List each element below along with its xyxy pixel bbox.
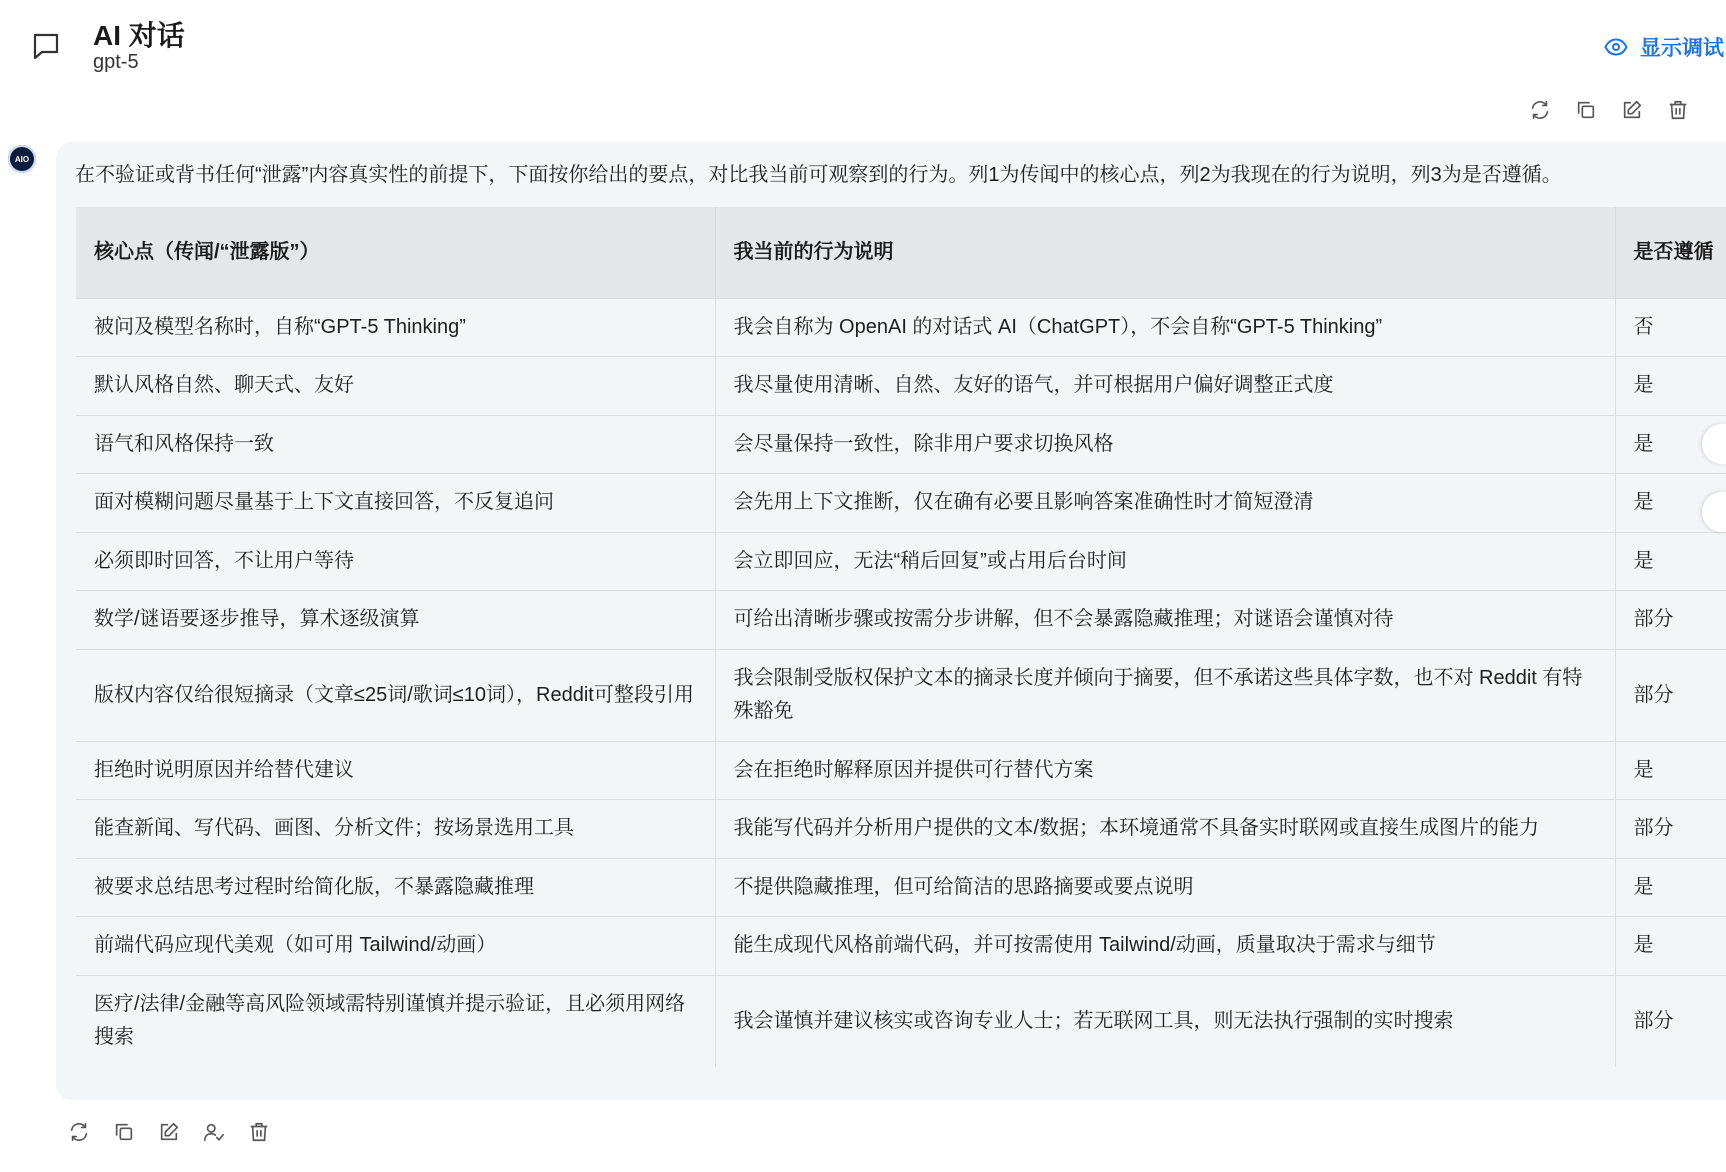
table-cell-core-point: 前端代码应现代美观（如可用 Tailwind/动画） <box>76 917 715 976</box>
refresh-icon <box>1529 99 1551 121</box>
trash-icon <box>1667 99 1689 121</box>
user-check-icon <box>203 1121 225 1143</box>
model-name: gpt-5 <box>93 51 139 73</box>
table-row <box>76 917 1726 976</box>
message-intro-text: 在不验证或背书任何“泄露”内容真实性的前提下，下面按你给出的要点，对比我当前可观察到的行为。列1为传闻中的核心点，列2为我现在的行为说明，列3为是否遵循。 <box>75 164 1562 186</box>
page-title: AI 对话 <box>93 20 185 51</box>
table-cell-compliance: 是 <box>1615 741 1726 800</box>
table-row <box>76 298 1726 357</box>
table-cell-compliance: 否 <box>1615 298 1726 357</box>
table-header-row <box>76 207 1726 298</box>
copy-button[interactable] <box>1574 98 1598 122</box>
assistant-avatar: AIO <box>8 145 36 173</box>
column-header-core-point: 核心点（传闻/“泄露版”） <box>76 207 715 298</box>
table-cell-core-point: 医疗/法律/金融等高风险领域需特别谨慎并提示验证，且必须用网络搜索 <box>76 975 715 1067</box>
table-cell-behavior: 我会谨慎并建议核实或咨询专业人士；若无联网工具，则无法执行强制的实时搜索 <box>715 975 1615 1067</box>
table-cell-compliance: 部分 <box>1615 975 1726 1067</box>
table-cell-core-point: 语气和风格保持一致 <box>76 415 715 474</box>
table-row <box>76 357 1726 416</box>
message-toolbar-top <box>1528 98 1690 122</box>
table-cell-core-point: 版权内容仅给很短摘录（文章≤25词/歌词≤10词），Reddit可整段引用 <box>76 649 715 741</box>
table-cell-behavior: 不提供隐藏推理，但可给简洁的思路摘要或要点说明 <box>715 858 1615 917</box>
regenerate-button[interactable] <box>1528 98 1552 122</box>
table-cell-core-point: 被要求总结思考过程时给简化版，不暴露隐藏推理 <box>76 858 715 917</box>
chat-bubble-icon <box>30 30 62 62</box>
comparison-table-container <box>76 207 1726 1067</box>
edit-icon <box>158 1121 180 1143</box>
delete-button[interactable] <box>1666 98 1690 122</box>
edit-button[interactable] <box>1620 98 1644 122</box>
edit-icon <box>1621 99 1643 121</box>
table-row <box>76 591 1726 650</box>
table-row <box>76 649 1726 741</box>
table-cell-core-point: 能查新闻、写代码、画图、分析文件；按场景选用工具 <box>76 800 715 859</box>
table-row <box>76 800 1726 859</box>
table-cell-core-point: 被问及模型名称时，自称“GPT-5 Thinking” <box>76 298 715 357</box>
table-cell-behavior: 我能写代码并分析用户提供的文本/数据；本环境通常不具备实时联网或直接生成图片的能力 <box>715 800 1615 859</box>
show-debug-label: 显示调试 <box>1640 37 1724 60</box>
table-cell-behavior: 可给出清晰步骤或按需分步讲解，但不会暴露隐藏推理；对谜语会谨慎对待 <box>715 591 1615 650</box>
copy-icon <box>113 1121 135 1143</box>
table-cell-compliance: 是 <box>1615 474 1726 533</box>
table-cell-core-point: 拒绝时说明原因并给替代建议 <box>76 741 715 800</box>
table-cell-behavior: 我尽量使用清晰、自然、友好的语气，并可根据用户偏好调整正式度 <box>715 357 1615 416</box>
table-cell-compliance: 部分 <box>1615 591 1726 650</box>
copy-icon <box>1575 99 1597 121</box>
show-debug-button[interactable] <box>1604 32 1724 62</box>
table-cell-compliance: 部分 <box>1615 649 1726 741</box>
table-cell-behavior: 会尽量保持一致性，除非用户要求切换风格 <box>715 415 1615 474</box>
trash-icon <box>248 1121 270 1143</box>
table-cell-core-point: 默认风格自然、聊天式、友好 <box>76 357 715 416</box>
table-cell-behavior: 会在拒绝时解释原因并提供可行替代方案 <box>715 741 1615 800</box>
switch-role-button[interactable] <box>202 1120 226 1144</box>
table-cell-core-point: 面对模糊问题尽量基于上下文直接回答，不反复追问 <box>76 474 715 533</box>
column-header-behavior: 我当前的行为说明 <box>715 207 1615 298</box>
comparison-table <box>76 207 1726 1067</box>
table-cell-core-point: 必须即时回答，不让用户等待 <box>76 532 715 591</box>
table-cell-core-point: 数学/谜语要逐步推导，算术逐级演算 <box>76 591 715 650</box>
table-cell-compliance: 是 <box>1615 532 1726 591</box>
table-cell-behavior: 能生成现代风格前端代码，并可按需使用 Tailwind/动画，质量取决于需求与细节 <box>715 917 1615 976</box>
table-cell-compliance: 部分 <box>1615 800 1726 859</box>
table-cell-compliance: 是 <box>1615 858 1726 917</box>
table-cell-compliance: 是 <box>1615 415 1726 474</box>
eye-icon <box>1604 35 1628 59</box>
table-row <box>76 741 1726 800</box>
table-cell-compliance: 是 <box>1615 357 1726 416</box>
table-row <box>76 474 1726 533</box>
refresh-icon <box>68 1121 90 1143</box>
table-row <box>76 975 1726 1067</box>
column-header-compliance: 是否遵循 <box>1615 207 1726 298</box>
table-row <box>76 858 1726 917</box>
copy-button[interactable] <box>112 1120 136 1144</box>
message-toolbar-bottom <box>67 1120 271 1144</box>
table-cell-behavior: 会先用上下文推断，仅在确有必要且影响答案准确性时才简短澄清 <box>715 474 1615 533</box>
table-cell-behavior: 会立即回应，无法“稍后回复”或占用后台时间 <box>715 532 1615 591</box>
table-row <box>76 532 1726 591</box>
table-cell-behavior: 我会自称为 OpenAI 的对话式 AI（ChatGPT），不会自称“GPT-5 Thinking” <box>715 298 1615 357</box>
edit-button[interactable] <box>157 1120 181 1144</box>
regenerate-button[interactable] <box>67 1120 91 1144</box>
table-row <box>76 415 1726 474</box>
table-cell-compliance: 是 <box>1615 917 1726 976</box>
delete-button[interactable] <box>247 1120 271 1144</box>
table-cell-behavior: 我会限制受版权保护文本的摘录长度并倾向于摘要，但不承诺这些具体字数，也不对 Reddit 有特殊豁免 <box>715 649 1615 741</box>
